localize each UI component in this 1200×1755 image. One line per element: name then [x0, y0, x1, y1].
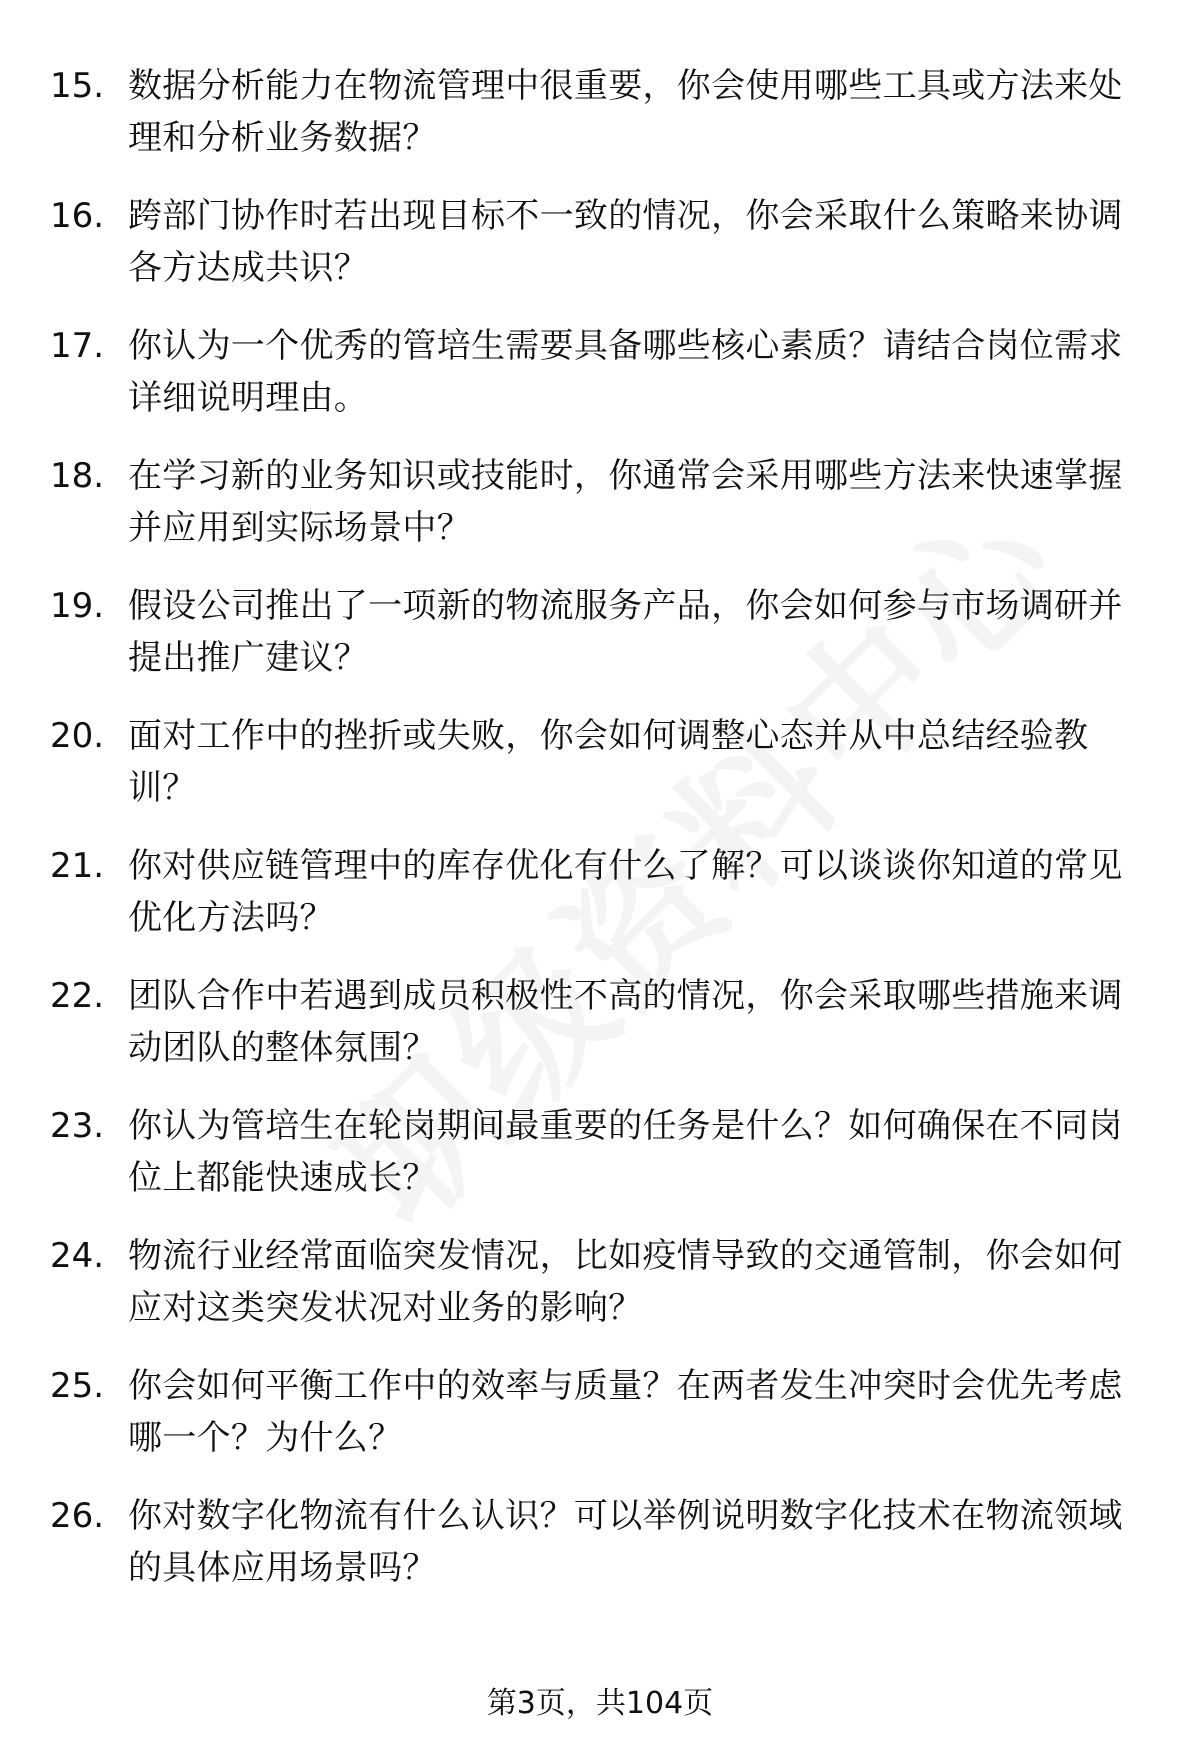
question-number: 22. — [50, 976, 105, 1016]
question-text: 你认为管培生在轮岗期间最重要的任务是什么？如何确保在不同岗位上都能快速成长？ — [128, 1106, 1123, 1198]
question-number: 26. — [50, 1496, 105, 1536]
question-item — [50, 710, 1150, 840]
question-text: 数据分析能力在物流管理中很重要，你会使用哪些工具或方法来处理和分析业务数据？ — [128, 66, 1123, 158]
question-number: 16. — [50, 196, 105, 236]
question-number: 25. — [50, 1366, 105, 1406]
question-text: 假设公司推出了一项新的物流服务产品，你会如何参与市场调研并提出推广建议？ — [128, 586, 1123, 678]
question-list — [50, 60, 1150, 1620]
question-text: 物流行业经常面临突发情况，比如疫情导致的交通管制，你会如何应对这类突发状况对业务的影响？ — [128, 1236, 1123, 1328]
question-item — [50, 320, 1150, 450]
question-text: 在学习新的业务知识或技能时，你通常会采用哪些方法来快速掌握并应用到实际场景中？ — [128, 456, 1123, 548]
question-number: 21. — [50, 846, 105, 886]
page-footer — [0, 1684, 1200, 1724]
question-number: 24. — [50, 1236, 105, 1276]
question-item — [50, 190, 1150, 320]
question-text: 你会如何平衡工作中的效率与质量？在两者发生冲突时会优先考虑哪一个？为什么？ — [128, 1366, 1123, 1458]
question-text: 团队合作中若遇到成员积极性不高的情况，你会采取哪些措施来调动团队的整体氛围？ — [128, 976, 1123, 1068]
question-item — [50, 840, 1150, 970]
page-number-label: 第3页，共104页 — [486, 1686, 714, 1721]
question-item — [50, 1230, 1150, 1360]
question-text: 你对供应链管理中的库存优化有什么了解？可以谈谈你知道的常见优化方法吗？ — [128, 846, 1123, 938]
question-item — [50, 580, 1150, 710]
question-number: 18. — [50, 456, 105, 496]
question-item — [50, 60, 1150, 190]
question-number: 17. — [50, 326, 105, 366]
question-text: 你对数字化物流有什么认识？可以举例说明数字化技术在物流领域的具体应用场景吗？ — [128, 1496, 1123, 1588]
question-item — [50, 1360, 1150, 1490]
question-item — [50, 450, 1150, 580]
question-text: 跨部门协作时若出现目标不一致的情况，你会采取什么策略来协调各方达成共识？ — [128, 196, 1123, 288]
question-item — [50, 1100, 1150, 1230]
question-number: 15. — [50, 66, 105, 106]
question-number: 23. — [50, 1106, 105, 1146]
question-item — [50, 1490, 1150, 1620]
question-number: 20. — [50, 716, 105, 756]
question-item — [50, 970, 1150, 1100]
question-text: 你认为一个优秀的管培生需要具备哪些核心素质？请结合岗位需求详细说明理由。 — [128, 326, 1123, 418]
question-number: 19. — [50, 586, 105, 626]
question-text: 面对工作中的挫折或失败，你会如何调整心态并从中总结经验教训？ — [128, 716, 1089, 808]
